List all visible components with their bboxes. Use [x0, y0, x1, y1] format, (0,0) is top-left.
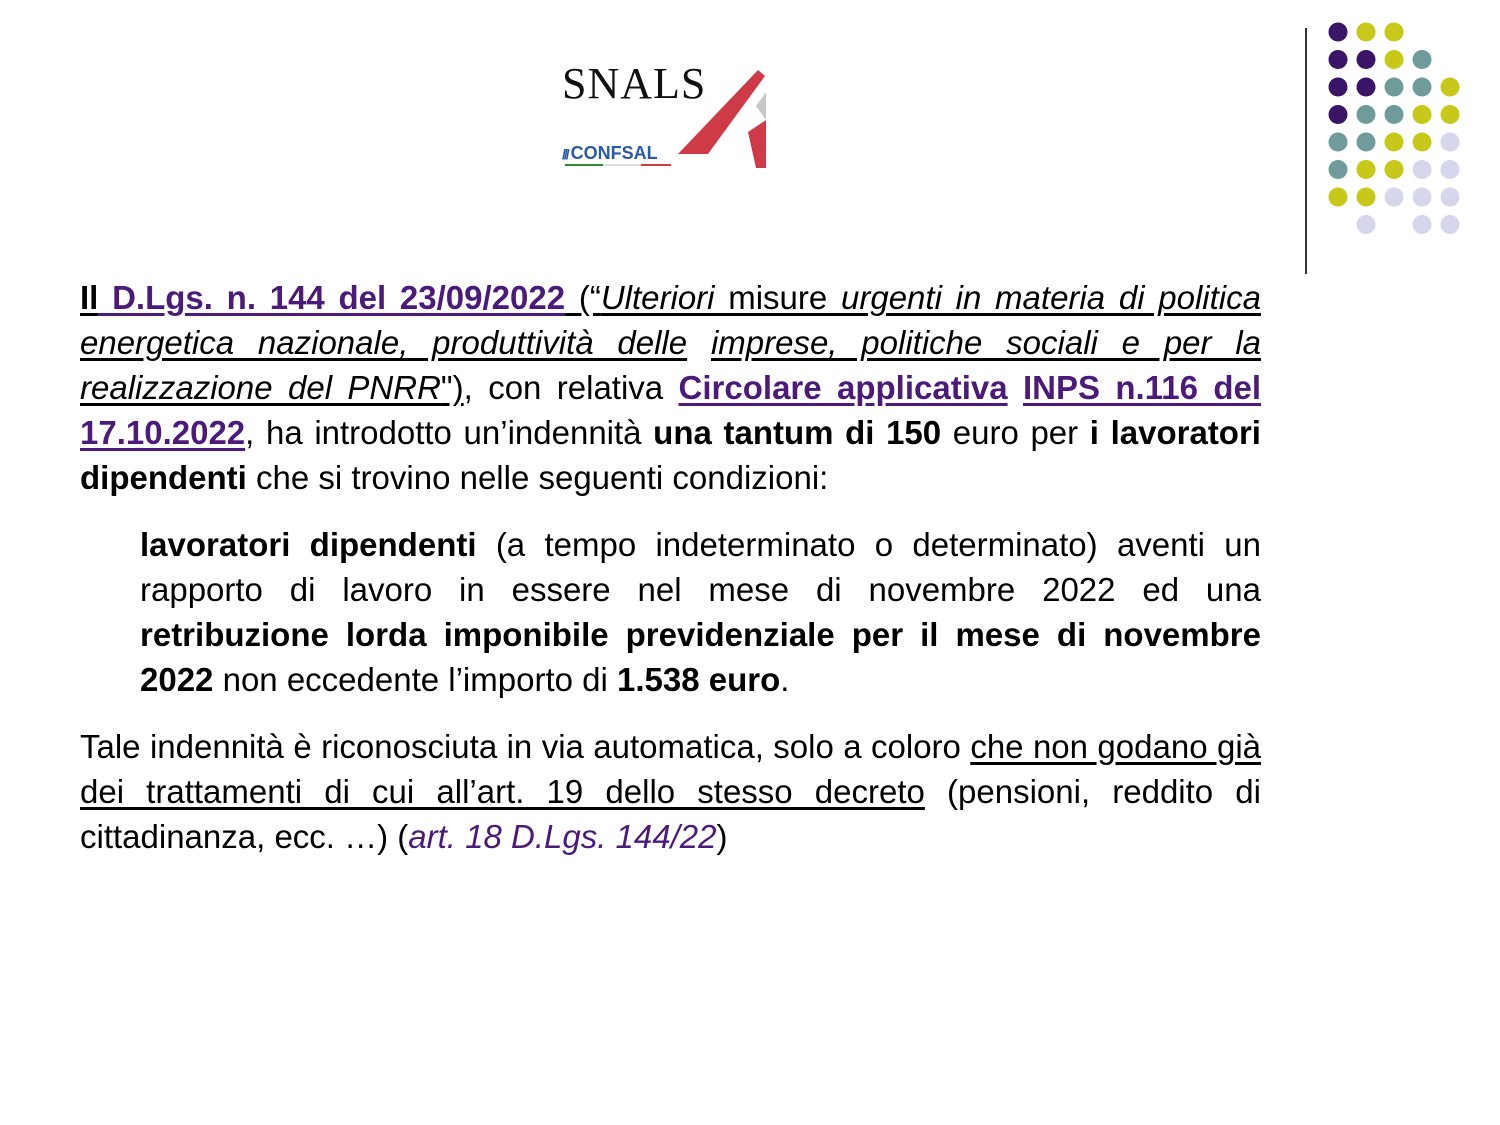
decorative-dot-grid: [1328, 22, 1468, 242]
decorative-dot: [1441, 105, 1460, 124]
inps-link[interactable]: INPS n.116 del 17.10.2022: [80, 369, 1261, 451]
decorative-dot: [1413, 78, 1432, 97]
decorative-dot: [1385, 50, 1404, 69]
decorative-dot: [1357, 133, 1376, 152]
decorative-dot: [1441, 160, 1460, 179]
decorative-dot: [1329, 78, 1348, 97]
snals-confsal-logo: [560, 59, 770, 172]
article-reference: art. 18 D.Lgs. 144/22: [408, 818, 717, 855]
decorative-dot: [1441, 133, 1460, 152]
decorative-dot: [1385, 78, 1404, 97]
paragraph-intro: Il D.Lgs. n. 144 del 23/09/2022 (“Ulteriori misure urgenti in materia di politica energetica nazionale, produttività delle imprese, politiche sociali e per la realizzazione del PNRR"), con relativa Circolare applicativa INPS n.116 del 17.10.2022, ha introdotto un’indennità una tantum di 150 euro per i lavoratori dipendenti che si trovino nelle seguenti condizioni:: [80, 279, 1262, 496]
decorative-dot: [1385, 23, 1404, 42]
decorative-dot: [1413, 215, 1432, 234]
decorative-dot: [1385, 160, 1404, 179]
decorative-dot: [1385, 105, 1404, 124]
decorative-dot: [1329, 50, 1348, 69]
decorative-dot: [1441, 78, 1460, 97]
decorative-dot: [1329, 188, 1348, 207]
decorative-dot: [1413, 50, 1432, 69]
decorative-dot: [1441, 215, 1460, 234]
circolare-link[interactable]: Circolare applicativa: [678, 369, 1008, 406]
decorative-dot: [1413, 105, 1432, 124]
decorative-dot: [1329, 160, 1348, 179]
header-divider: [1305, 28, 1307, 274]
decorative-dot: [1357, 188, 1376, 207]
decorative-dot: [1441, 188, 1460, 207]
paragraph-automatic: Tale indennità è riconosciuta in via automatica, solo a coloro che non godano già dei trattamenti di cui all’art. 19 dello stesso decreto (pensioni, reddito di cittadinanza, ecc. …) (art. 18 D.Lgs. 144/22): [80, 728, 1261, 855]
decorative-dot: [1329, 133, 1348, 152]
decorative-dot: [1357, 23, 1376, 42]
logo-confsal-text: /// CONFSAL: [562, 143, 658, 163]
decorative-dot: [1357, 78, 1376, 97]
document-body: [80, 275, 1261, 859]
decorative-dot: [1413, 133, 1432, 152]
decorative-dot: [1413, 188, 1432, 207]
decorative-dot: [1385, 188, 1404, 207]
decorative-dot: [1329, 105, 1348, 124]
decree-link[interactable]: D.Lgs. n. 144 del 23/09/2022: [98, 279, 566, 316]
decorative-dot: [1357, 50, 1376, 69]
decorative-dot: [1357, 215, 1376, 234]
decorative-dot: [1413, 160, 1432, 179]
decorative-dot: [1329, 23, 1348, 42]
decorative-dot: [1357, 105, 1376, 124]
paragraph-conditions: lavoratori dipendenti (a tempo indeterminato o determinato) aventi un rapporto di lavoro in essere nel mese di novembre 2022 ed una retribuzione lorda imponibile previdenziale per il mese di novembre 2022 non eccedente l’importo di 1.538 euro.: [140, 526, 1262, 698]
decorative-dot: [1385, 133, 1404, 152]
decorative-dot: [1357, 160, 1376, 179]
logo-snals-text: SNALS: [562, 59, 707, 108]
